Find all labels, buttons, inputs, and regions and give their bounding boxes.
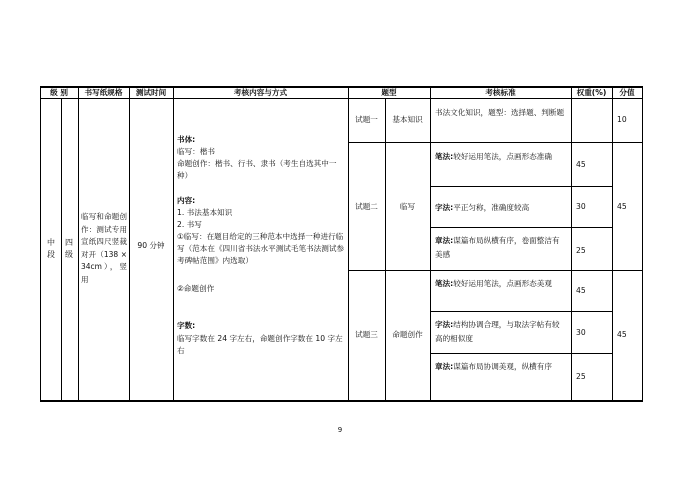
test1-score: 10	[617, 115, 627, 124]
rule-t3-b	[430, 353, 612, 354]
test2-type: 临写	[399, 202, 416, 211]
header-weight: 权重(%)	[576, 88, 607, 97]
test3-row2-weight: 30	[576, 328, 586, 337]
test2-row3-label: 章法:	[435, 236, 454, 245]
test2-row3-text: 谋篇布局纵横有序，卷面整洁有美感	[435, 236, 560, 259]
test2-row1-text: 较好运用笔法，点画形态准确	[453, 152, 552, 161]
test3-row2-label: 字法:	[435, 320, 454, 329]
col-right-border	[642, 86, 643, 402]
col-grade-paper	[78, 86, 79, 402]
col-content-test	[348, 86, 349, 402]
rule-t3-a	[430, 311, 612, 312]
test1-type: 基本知识	[392, 115, 423, 124]
script-line-2: 命题创作：楷书、行书、隶书（考生自选其中一种）	[177, 159, 337, 180]
test3-row3	[435, 360, 567, 374]
header-score: 分值	[619, 88, 635, 97]
rule-bottom	[40, 400, 643, 402]
test2-row2-text: 平正匀称，准确度较高	[453, 203, 530, 212]
test2-row3-weight: 25	[576, 246, 586, 255]
col-standard-weight	[571, 86, 572, 402]
content-line-1: 1. 书法基本知识	[177, 208, 233, 217]
test2-row2	[435, 201, 567, 215]
col-left-border	[40, 86, 41, 402]
test3-row3-label: 章法:	[435, 362, 454, 371]
col-time-content	[173, 86, 174, 402]
test3-row2-text: 结构协调合理，与取法字帖有较高的相似度	[435, 320, 560, 343]
col-test-type	[385, 98, 386, 401]
words-line: 临写字数在 24 字左右，命题创作字数在 10 字左右	[177, 334, 343, 355]
test3-type: 命题创作	[392, 330, 423, 339]
content-line-2: 2. 书写	[177, 220, 202, 229]
test3-row1-weight: 45	[576, 286, 586, 295]
test2-name: 试题二	[355, 202, 378, 211]
rule-t2-bottom	[348, 270, 643, 271]
script-line-1: 临写：楷书	[177, 147, 215, 156]
test2-row1-label: 笔法:	[435, 152, 454, 161]
header-content: 考核内容与方式	[233, 88, 288, 97]
paper-spec-cell: 临写和命题创作：测试专用宣纸四尺竖裁对开（138 × 34cm），竖用	[81, 212, 127, 284]
content-line-4: ②命题创作	[177, 284, 215, 293]
header-paper: 书写纸规格	[84, 88, 123, 97]
test3-row1	[435, 277, 567, 291]
time-cell: 90 分钟	[137, 241, 165, 250]
test3-row1-label: 笔法:	[435, 279, 454, 288]
test3-score: 45	[617, 330, 627, 339]
header-standard: 考核标准	[485, 88, 516, 97]
header-type: 题型	[381, 88, 397, 97]
col-weight-score	[612, 86, 613, 402]
test3-row1-text: 较好运用笔法，点画形态美观	[453, 279, 552, 288]
header-time: 测试时间	[135, 88, 167, 97]
test3-row3-text: 谋篇布局协调美观，纵横有序	[453, 362, 552, 371]
test2-row2-label: 字法:	[435, 203, 454, 212]
words-title: 字数:	[177, 321, 196, 330]
rule-t2-a	[430, 186, 612, 187]
test3-row3-weight: 25	[576, 372, 586, 381]
test2-row1	[435, 150, 567, 164]
content-line-3: ①临写：在题目给定的三种范本中选择一种进行临写（范本在《四川省书法水平测试毛笔书法测试参考碑帖范围》内选取）	[177, 232, 345, 265]
grade-cell: 四级	[65, 238, 73, 259]
script-title: 书体:	[177, 135, 196, 144]
content-title: 内容:	[177, 196, 196, 205]
col-level-grade	[61, 98, 62, 401]
rule-t1-bottom	[348, 142, 643, 143]
test1-standard: 书法文化知识，题型：选择题、判断题	[435, 108, 565, 117]
test3-name: 试题三	[355, 330, 378, 339]
test2-score: 45	[617, 202, 627, 211]
test2-row2-weight: 30	[576, 202, 586, 211]
test2-row3	[435, 234, 567, 261]
test1-name: 试题一	[355, 115, 378, 124]
header-level: 级 别	[50, 88, 68, 97]
page-number: 9	[337, 426, 343, 434]
rule-t2-b	[430, 227, 612, 228]
col-type-standard	[430, 86, 431, 402]
test2-row1-weight: 45	[576, 160, 586, 169]
level-cell: 中段	[47, 238, 55, 259]
test3-row2	[435, 318, 567, 345]
